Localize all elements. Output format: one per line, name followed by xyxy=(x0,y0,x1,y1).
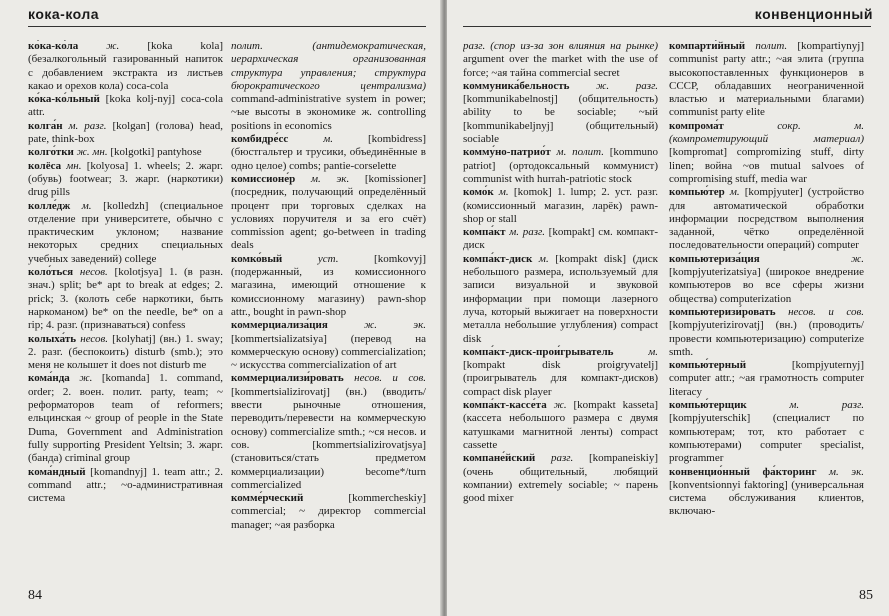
headword: комбидре́сс xyxy=(231,133,289,146)
header-rule xyxy=(463,26,871,27)
headword: коло́ться xyxy=(28,266,74,279)
entry-definition: [komok] 1. lump; 2. уст. разг. (комиссионный магазин, ларёк) pawn-shop or stall xyxy=(463,186,658,225)
dictionary-entry xyxy=(463,399,658,452)
entry-definition: [koka kolj-nyj] coca-cola attr. xyxy=(28,93,223,119)
dictionary-entry xyxy=(28,333,223,373)
grammar-label: м. эк. xyxy=(295,172,350,185)
right-page-column-2 xyxy=(669,40,864,580)
entry-definition: [komissioner] (посредник, получающий определённый процент при торговых сделках на условиях поручителя и за его счёт) commission agent; go-between in trading deals xyxy=(231,172,426,252)
right-page xyxy=(447,0,889,616)
entry-definition: [kommunikabelnostj] (общительность) ability to be sociable; ~ый [kommunikabeljnyj] (общительный) sociable xyxy=(463,93,658,146)
grammar-label: м. xyxy=(724,186,740,199)
running-head: кока-кола xyxy=(28,6,100,22)
entry-definition: [kompartiynyj] communist party attr.; ~ая элита (группа высокопоставленных функционеров в СССР, обладавших неограниченной властью и материальными благами) communist party elite xyxy=(669,40,864,119)
header-rule xyxy=(28,26,426,27)
entry-definition: [kompakt disk proigryvatelj] (проигрыватель для компакт-дисков) compact disk player xyxy=(463,359,658,398)
entry-definition: [kompakt disk] (диск небольшого размера, используемый для записи визуальной и звуковой информации при помощи лазерного луча, который выжигает на поверхности металла небольшие углубления) compact disk xyxy=(463,252,658,345)
grammar-label: несов. и сов. xyxy=(343,372,426,385)
dictionary-entry xyxy=(669,40,864,120)
grammar-label: м. xyxy=(493,186,509,199)
dictionary-entry xyxy=(231,492,426,532)
dictionary-entry xyxy=(669,466,864,519)
grammar-label: несов. и сов. xyxy=(775,305,864,318)
grammar-label: м. xyxy=(288,133,333,146)
dictionary-entry xyxy=(669,253,864,306)
entry-definition: [kommertsializirovatj] (вн.) (вводить/ввести рыночные отношения, переводить/перевести на коммерческую основу) commercialize smth.; ~ся несов. и сов. [kommertsializirovatjsya] (становиться/стать предметом коммерциализации) become*/turn commercialized xyxy=(231,385,426,491)
grammar-label: полит. (антидемократическая, иерархическая организованная структура управления; структура бюрократического централизма) xyxy=(231,40,426,92)
entry-definition: [kolledzh] (специальное отделение при университете, обычно с практическим уклоном; название некоторых средних специальных учебных заведений) college xyxy=(28,199,223,265)
headword: компрома́т xyxy=(669,119,724,132)
headword: коммуника́бельность xyxy=(463,79,570,92)
entry-definition: [kommuno patriot] (ортодоксальный коммунист) communist with hurrah-patriotic stock xyxy=(463,146,658,185)
headword: комо́к xyxy=(463,186,494,199)
headword: компане́йский xyxy=(463,452,536,465)
dictionary-entry xyxy=(669,306,864,359)
grammar-label: ж. эк. xyxy=(327,319,426,332)
dictionary-entry xyxy=(463,226,658,253)
grammar-label: м. xyxy=(70,199,92,212)
dictionary-entry xyxy=(669,186,864,252)
grammar-label: м. xyxy=(532,252,549,265)
left-page-column-1 xyxy=(28,40,223,580)
headword: компьютеризи́ровать xyxy=(669,305,776,318)
entry-definition: [kompaneiskiy] (очень общительный, любящий компании) extremely sociable; ~ парень good mixer xyxy=(463,452,658,505)
headword: компарти́йный xyxy=(669,40,746,52)
dictionary-entry xyxy=(231,253,426,319)
grammar-label: полит. xyxy=(745,40,788,52)
dictionary-entry xyxy=(28,372,223,465)
headword: комме́рческий xyxy=(231,492,304,505)
grammar-label: ж. xyxy=(759,252,864,265)
dictionary-entry xyxy=(463,452,658,505)
headword: компа́кт-диск-прои́грыватель xyxy=(463,345,614,358)
headword: колыха́ть xyxy=(28,332,77,345)
entry-definition: [komandnyj] 1. team attr.; 2. command attr.; ~о-административная система xyxy=(28,465,223,505)
headword: компа́кт-диск xyxy=(463,252,533,265)
headword: ко́ка-ко́льный xyxy=(28,93,100,106)
headword: колёса xyxy=(28,159,62,172)
headword: конвенцио́нный фа́кторинг xyxy=(669,465,817,478)
dictionary-entry xyxy=(231,372,426,492)
headword: кома́нда xyxy=(28,372,70,385)
dictionary-entry xyxy=(669,399,864,465)
headword: компью́тер xyxy=(669,186,725,199)
grammar-label: ж. разг. xyxy=(569,79,658,92)
headword: ко́ка-ко́ла xyxy=(28,40,79,52)
dictionary-entry xyxy=(28,120,223,147)
entry-definition: [kommertsializatsiya] (перевод на коммерческую основу) commercialization; ~ искусства commercialization of art xyxy=(231,332,426,372)
dictionary-entry xyxy=(231,133,426,173)
entry-definition: [kombidress] (бюстгальтер и трусики, объединённые в одно целое) combs; pantie-corselette xyxy=(231,133,426,172)
entry-definition: [kompjyuterizirovatj] (вн.) (проводить/провести компьютеризацию) computerize smth. xyxy=(669,319,864,358)
headword: коммерциализа́ция xyxy=(231,319,328,332)
entry-definition: command-administrative system in power; ~ые высоты в экономике ж. controlling positions in economics xyxy=(231,93,426,132)
page-number: 85 xyxy=(859,588,873,603)
headword: компью́терщик xyxy=(669,399,747,412)
headword: компа́кт xyxy=(463,226,506,239)
grammar-label: м. разг. xyxy=(62,119,107,132)
grammar-label: м. эк. xyxy=(816,465,864,478)
grammar-label: несов. xyxy=(76,332,109,345)
headword: колга́н xyxy=(28,119,63,132)
grammar-label: ж. мн. xyxy=(73,146,108,159)
headword: комко́вый xyxy=(231,252,283,265)
entry-definition: [kolyosa] 1. wheels; 2. жарг. (обувь) footwear; 3. жарг. (наркотики) drug pills xyxy=(28,159,223,199)
entry-definition: [kolotjsya] 1. (в разн. знач.) split; be* apt to break at edges; 2. prick; 3. (колоть себе наркотики, быть наркоманом) be* on the needle, be* on a rip; 4. разг. (признаваться) confess xyxy=(28,266,223,332)
entry-definition: [kolyhatj] (вн.) 1. sway; 2. разг. (беспокоить) disturb (smb.); это меня не колышет it does not disturb me xyxy=(28,332,223,372)
grammar-label: м. xyxy=(613,345,658,358)
headword: колле́дж xyxy=(28,199,71,212)
entry-definition: [komkovyj] (подержанный, из комиссионного магазина, имеющий отношение к комиссионному магазину) pawn-shop attr., bought in pawn-shop xyxy=(231,252,426,318)
dictionary-entry xyxy=(463,40,658,80)
grammar-label: несов. xyxy=(73,266,108,279)
headword: комиссионе́р xyxy=(231,172,296,185)
dictionary-entry xyxy=(28,200,223,266)
grammar-label: м. полит. xyxy=(550,146,604,159)
grammar-label: разг. xyxy=(535,452,574,465)
entry-definition: [kolgotki] pantyhose xyxy=(107,146,202,159)
dictionary-entry xyxy=(463,186,658,226)
grammar-label: мн. xyxy=(61,159,82,172)
entry-definition: [kompjyuterizatsiya] (широкое внедрение компьютеров во все сферы жизни общества) computerization xyxy=(669,266,864,305)
headword: комму́но-патрио́т xyxy=(463,146,551,159)
entry-definition: [kompjyuter] (устройство для автоматической обработки информации посредством выполнения заданной, чётко определённой последовательности операций) computer xyxy=(669,186,864,252)
dictionary-entry xyxy=(463,253,658,346)
entry-definition: [konventsionnyi faktoring] (универсальная система обслуживания клиентов, включаю- xyxy=(669,478,864,518)
entry-definition: [kommercheskiy] commercial; ~ директор commercial manager; ~ая разборка xyxy=(231,492,426,531)
dictionary-entry xyxy=(231,319,426,372)
headword: компьютериза́ция xyxy=(669,252,760,265)
grammar-label: м. разг. xyxy=(505,226,545,239)
left-page-column-2 xyxy=(231,40,426,580)
entry-definition: argument over the market with the use of force; ~ая тайна commercial secret xyxy=(463,53,658,79)
grammar-label: м. разг. xyxy=(746,399,864,412)
dictionary-entry xyxy=(28,146,223,159)
entry-definition: [kompakt] см. компакт-диск xyxy=(463,226,658,252)
entry-definition: [kolgan] (голова) head, pate, think-box xyxy=(28,119,223,146)
dictionary-entry xyxy=(28,266,223,332)
dictionary-entry xyxy=(463,80,658,146)
dictionary-entry xyxy=(28,40,223,93)
headword: кома́ндный xyxy=(28,465,86,478)
dictionary-entry xyxy=(463,346,658,399)
grammar-label: ж. xyxy=(69,372,93,385)
dictionary-entry xyxy=(669,359,864,399)
dictionary-entry xyxy=(669,120,864,186)
entry-definition: [kompjyuterschik] (специалист по компьютерам; тот, кто работает с компьютерами) computer specialist, programmer xyxy=(669,412,864,465)
grammar-label: ж. xyxy=(546,399,567,412)
headword: компа́кт-кассе́та xyxy=(463,399,547,412)
entry-definition: [koka kola] (безалкогольный газированный напиток с добавлением экстракта из листьев какао и орехов кола) coca-cola xyxy=(28,40,223,92)
grammar-label: ж. xyxy=(78,40,120,52)
entry-definition: [kompjyuternyj] computer attr.; ~ая грамотность computer literacy xyxy=(669,359,864,398)
entry-definition: [komanda] 1. command, order; 2. воен. полит. party, team; ~ реформаторов team of reformers; ельцинская ~ group of people in the State Duma, Government and Administration fully supporting President Yeltsin; 3. жарг. (банда) criminal group xyxy=(28,372,223,465)
dictionary-entry xyxy=(28,93,223,120)
entry-definition: [kompakt kasseta] (кассета небольшого размера с двумя катушками магнитной ленты) compact cassette xyxy=(463,399,658,451)
running-head: конвенционный xyxy=(754,6,873,22)
dictionary-entry xyxy=(463,146,658,186)
grammar-label: разг. (спор из-за зон влияния на рынке) xyxy=(463,40,658,52)
right-page-column-1 xyxy=(463,40,658,580)
dictionary-entry xyxy=(28,466,223,506)
page-number: 84 xyxy=(28,588,42,603)
dictionary-entry xyxy=(231,173,426,253)
dictionary-entry xyxy=(28,160,223,200)
entry-definition: [kompromat] compromizing stuff, dirty linen; война ~ов mutual salvoes of compromising stuff, media war xyxy=(669,146,864,185)
grammar-label: уст. xyxy=(282,252,339,265)
grammar-label: сокр. м. (компрометирующий материал) xyxy=(669,119,864,146)
dictionary-entry xyxy=(231,40,426,133)
headword: коммерциализи́ровать xyxy=(231,372,344,385)
headword: компью́терный xyxy=(669,359,747,372)
left-page xyxy=(0,0,442,616)
headword: колго́тки xyxy=(28,146,74,159)
